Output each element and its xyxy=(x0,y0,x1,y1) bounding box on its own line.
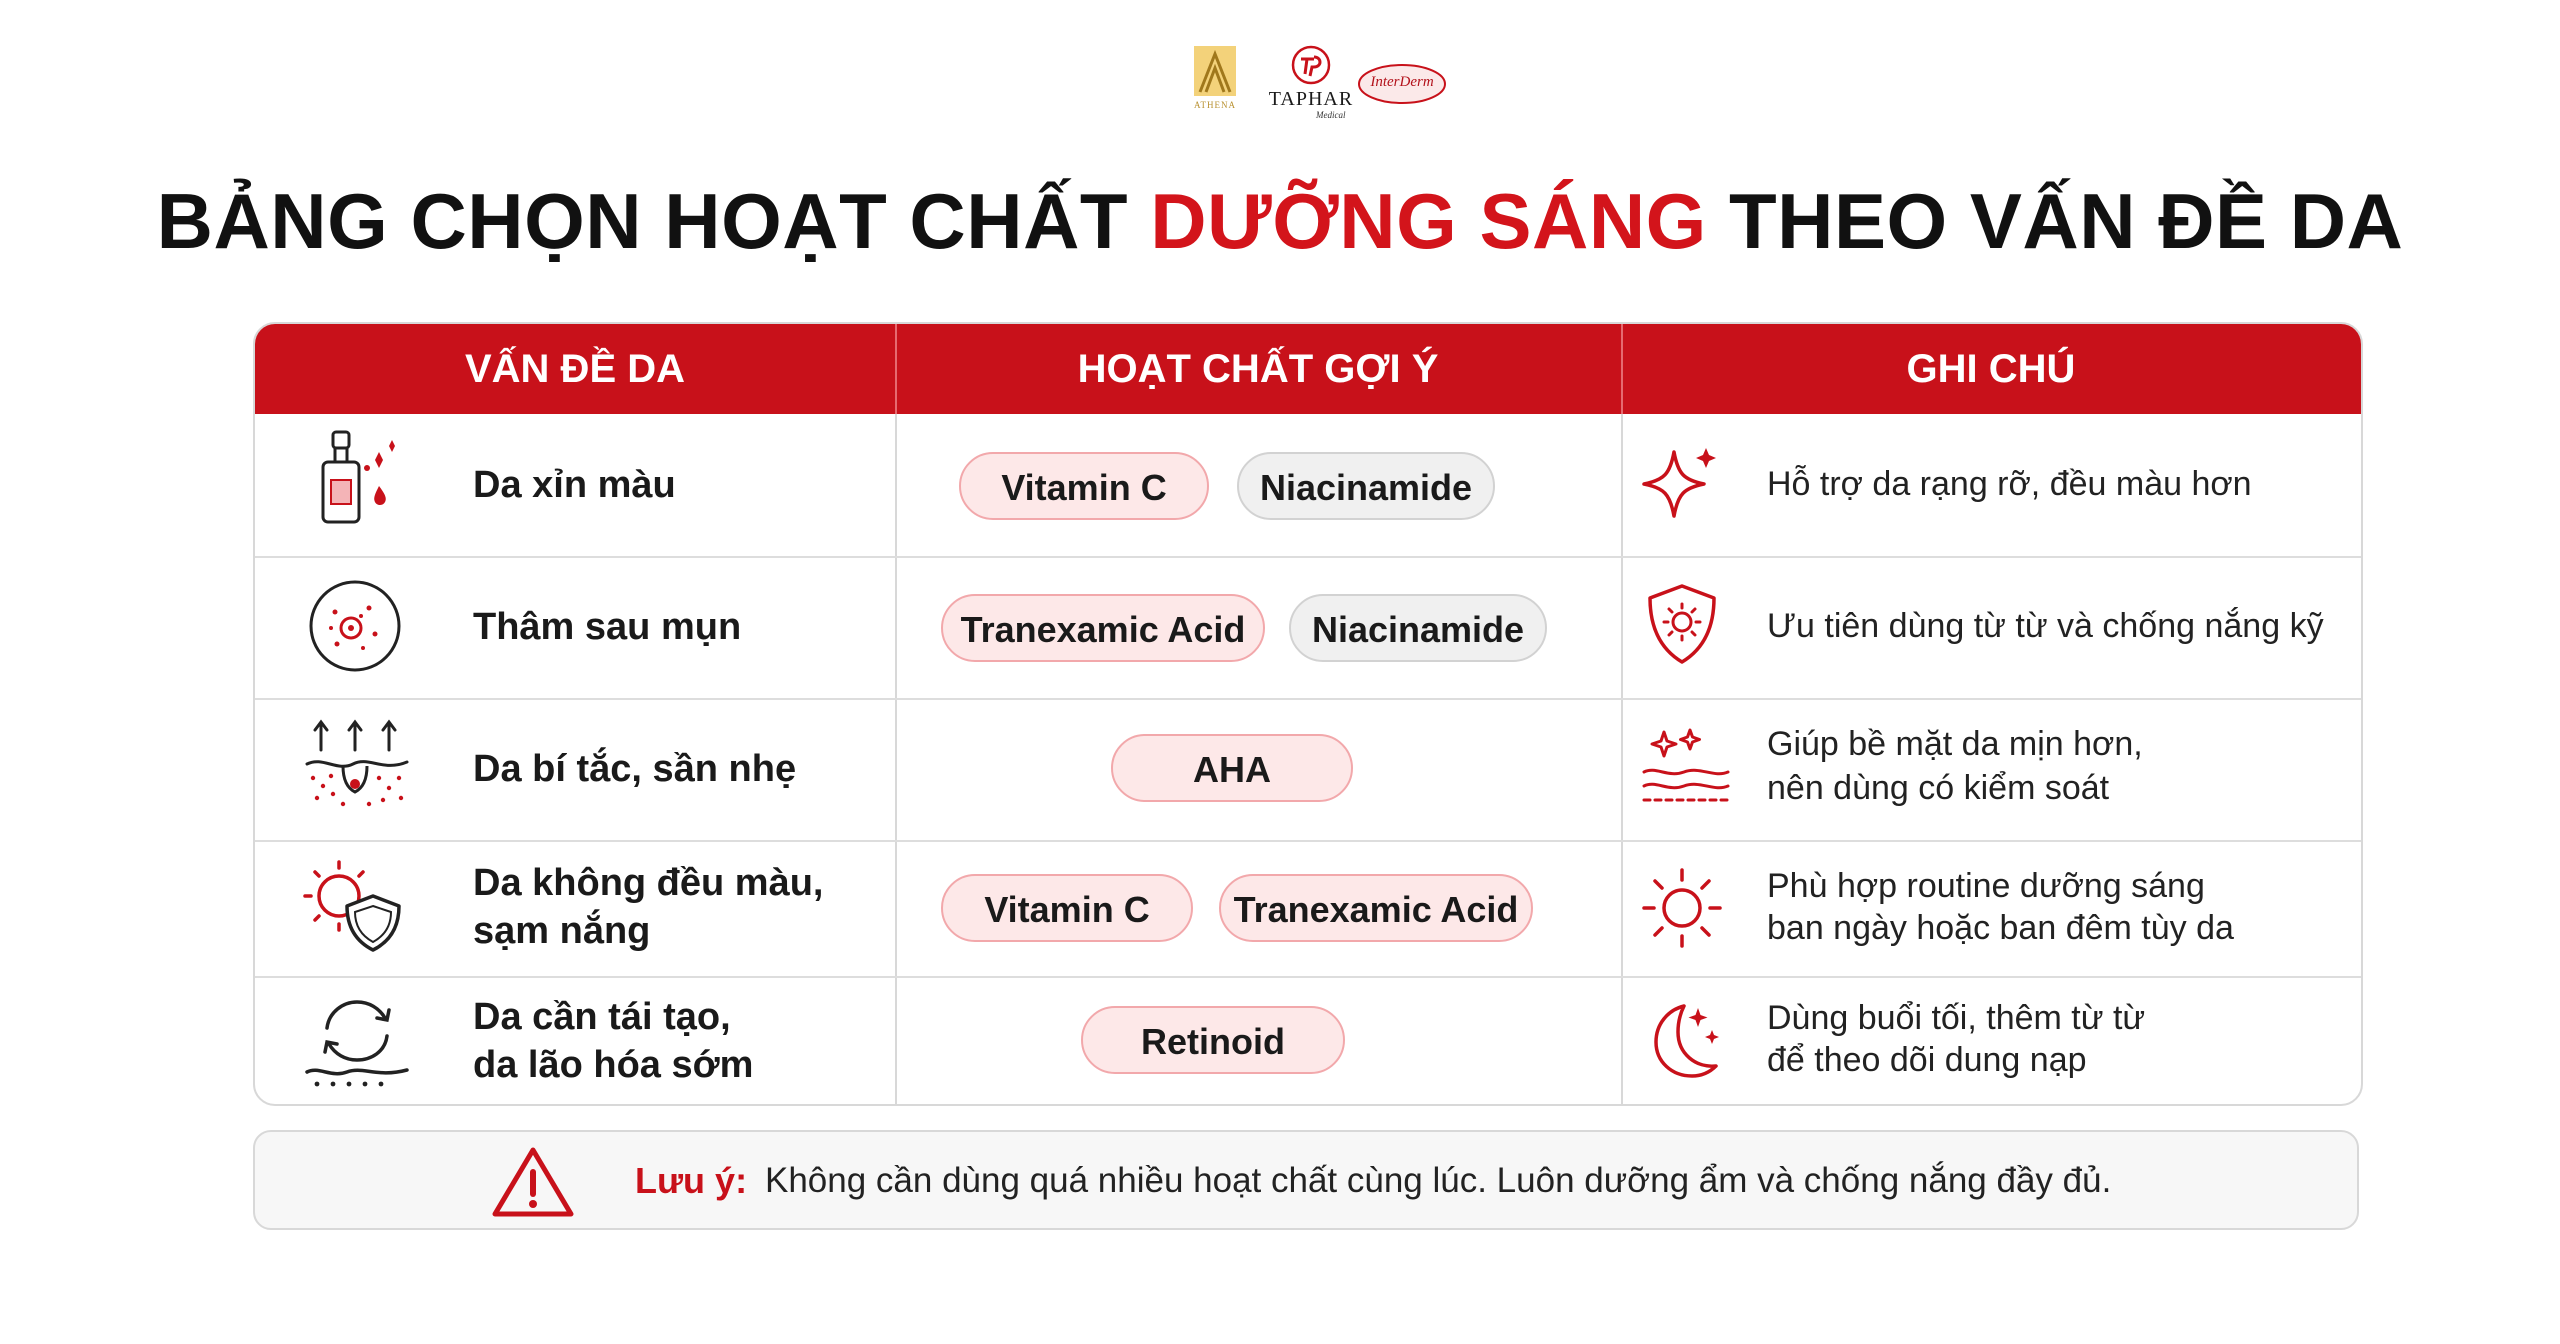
header-skin-issue: VẤN ĐỀ DA xyxy=(464,347,686,391)
note-text: nên dùng có kiểm soát xyxy=(1767,769,2110,807)
issue-label: Da cần tái tạo, xyxy=(473,996,731,1038)
active-pill-vitamin-c: Vitamin C xyxy=(941,874,1193,942)
issue-label: Da không đều màu, xyxy=(473,862,824,904)
clogged-pore-icon xyxy=(303,716,413,816)
header-suggested-actives: HOẠT CHẤT GỢI Ý xyxy=(1077,347,1439,391)
sparkle-icon xyxy=(1640,442,1724,526)
table-row xyxy=(255,976,2361,1104)
acne-spot-icon xyxy=(305,576,405,676)
actives-table xyxy=(253,322,2363,1106)
renewal-cycle-icon xyxy=(303,988,413,1088)
interderm-logo-text: InterDerm xyxy=(1370,74,1434,90)
smooth-skin-icon xyxy=(1640,726,1732,810)
issue-label: Thâm sau mụn xyxy=(473,606,742,648)
interderm-logo xyxy=(1356,62,1448,106)
table-row xyxy=(255,414,2361,556)
warning-label: Lưu ý: xyxy=(635,1160,748,1201)
active-pill-retinoid: Retinoid xyxy=(1081,1006,1345,1074)
issue-label: da lão hóa sớm xyxy=(473,1044,754,1086)
note-text: Dùng buổi tối, thêm từ từ xyxy=(1767,999,2146,1037)
note-text: Ưu tiên dùng từ từ và chống nắng kỹ xyxy=(1767,607,2324,645)
title-highlight: DƯỠNG SÁNG xyxy=(1150,177,1707,265)
active-pill-niacinamide: Niacinamide xyxy=(1237,452,1495,520)
warning-text: Không cần dùng quá nhiều hoạt chất cùng lúc. Luôn dưỡng ẩm và chống nắng đầy đủ. xyxy=(765,1161,2112,1200)
header-notes: GHI CHÚ xyxy=(1906,347,2076,391)
title-part2: THEO VẤN ĐỀ DA xyxy=(1706,177,2404,265)
warning-triangle-icon xyxy=(491,1144,575,1220)
active-pill-tranexamic-acid: Tranexamic Acid xyxy=(941,594,1265,662)
issue-label: Da xỉn màu xyxy=(473,464,676,506)
header-divider xyxy=(1621,324,1623,414)
taphar-logo-subtext: Medical xyxy=(1316,110,1346,120)
issue-label: Da bí tắc, sần nhẹ xyxy=(473,748,797,790)
table-row xyxy=(255,698,2361,840)
title-part1: BẢNG CHỌN HOẠT CHẤT xyxy=(156,177,1151,265)
active-pill-vitamin-c: Vitamin C xyxy=(959,452,1209,520)
partner-logos xyxy=(1180,44,1460,124)
page-title xyxy=(0,176,2560,267)
note-text: Hỗ trợ da rạng rỡ, đều màu hơn xyxy=(1767,465,2252,503)
sun-protection-icon xyxy=(299,856,409,956)
athena-logo xyxy=(1188,44,1242,118)
warning-note xyxy=(253,1130,2359,1230)
note-text: Giúp bề mặt da mịn hơn, xyxy=(1767,725,2143,763)
note-text: Phù hợp routine dưỡng sáng xyxy=(1767,867,2205,905)
taphar-logo xyxy=(1256,44,1366,124)
active-pill-tranexamic-acid: Tranexamic Acid xyxy=(1219,874,1533,942)
sun-shield-icon xyxy=(1640,582,1724,666)
moon-icon xyxy=(1640,998,1724,1082)
note-text: để theo dõi dung nạp xyxy=(1767,1041,2087,1079)
serum-dropper-icon xyxy=(305,428,405,528)
active-pill-aha: AHA xyxy=(1111,734,1353,802)
table-row xyxy=(255,840,2361,976)
table-row xyxy=(255,556,2361,698)
issue-label: sạm nắng xyxy=(473,910,651,952)
active-pill-niacinamide: Niacinamide xyxy=(1289,594,1547,662)
athena-logo-text: ATHENA xyxy=(1194,100,1236,110)
taphar-logo-text: TAPHAR xyxy=(1268,88,1354,110)
header-divider xyxy=(895,324,897,414)
sun-icon xyxy=(1640,866,1724,950)
note-text: ban ngày hoặc ban đêm tùy da xyxy=(1767,909,2234,947)
table-header xyxy=(255,324,2361,414)
